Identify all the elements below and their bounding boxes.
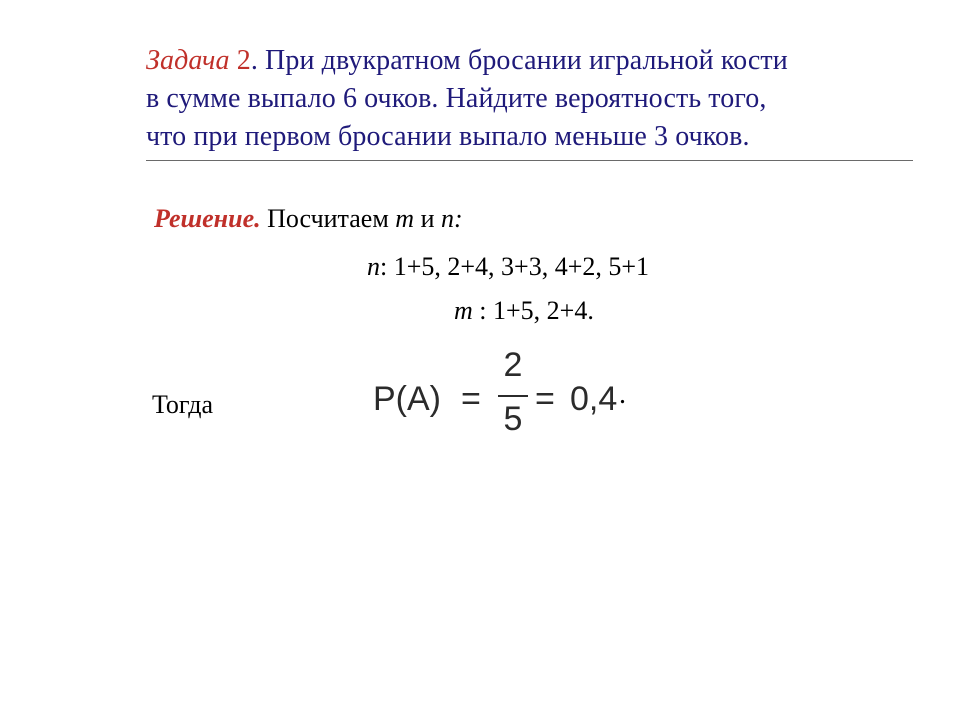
var-m: m (395, 204, 415, 233)
solution-heading-line (154, 202, 463, 236)
problem-line-3: что при первом бросании выпало меньше 3 очков. (146, 121, 750, 152)
fraction-numerator: 2 (503, 346, 523, 384)
n-values: : 1+5, 2+4, 3+3, 4+2, 5+1 (380, 252, 650, 281)
problem-label: Задача (146, 45, 230, 76)
and-word: и (414, 204, 441, 233)
solution-heading: Решение. (154, 204, 261, 233)
var-n: n (440, 204, 454, 233)
problem-number: 2 (236, 45, 251, 76)
colon: : (453, 204, 463, 233)
solution-intro: Посчитаем (260, 204, 396, 233)
problem-line-1-text: . При двукратном бросании игральной кости (250, 45, 788, 76)
m-label: m (454, 296, 473, 325)
n-outcomes-row (367, 250, 649, 284)
formula-end-dot: . (619, 379, 626, 410)
n-label: n (367, 252, 380, 281)
formula-lhs: P(A) (373, 380, 441, 418)
problem-statement (146, 42, 916, 156)
problem-line-2: в сумме выпало 6 очков. Найдите вероятность того, (146, 83, 767, 114)
then-word: Тогда (152, 390, 214, 419)
formula-equals-2: = (535, 380, 555, 418)
problem-line-1 (146, 42, 916, 80)
formula-equals-1: = (461, 380, 481, 418)
divider-line (146, 160, 913, 161)
m-outcomes-row (454, 294, 594, 328)
formula-result: 0,4 (570, 380, 618, 418)
m-values: : 1+5, 2+4. (472, 296, 594, 325)
fraction-bar (498, 395, 528, 397)
fraction-denominator: 5 (503, 400, 523, 438)
